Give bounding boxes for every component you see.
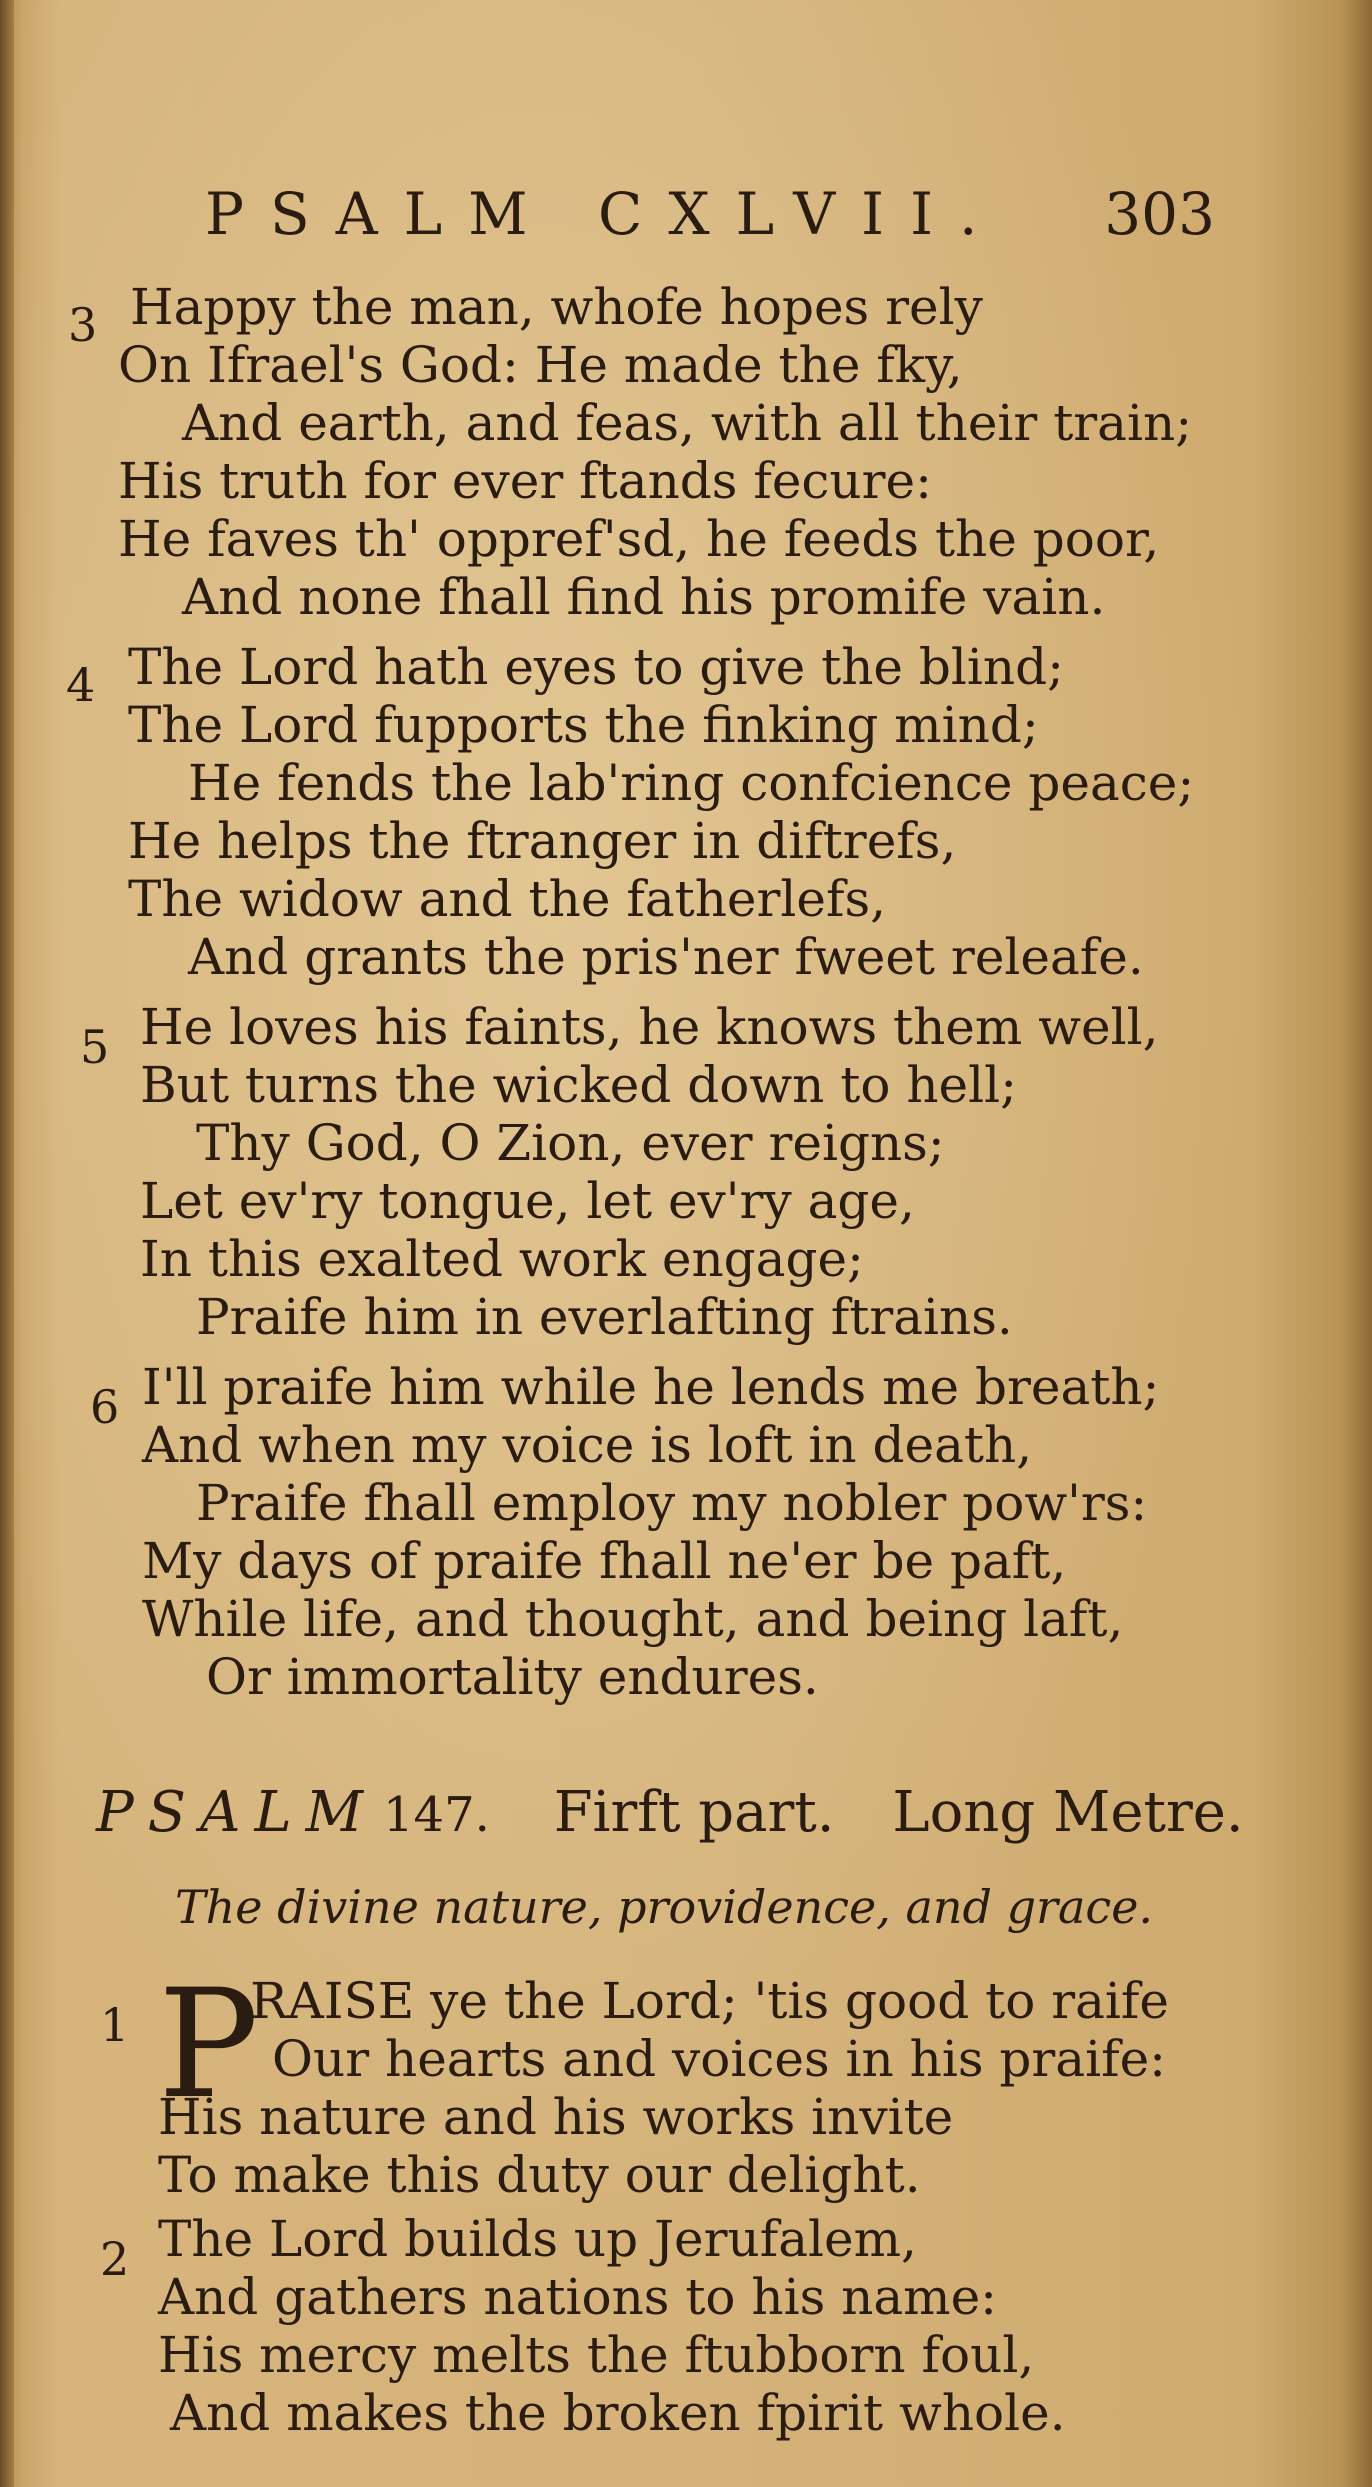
stanza-number: 3 <box>68 298 98 352</box>
section-heading <box>96 1780 1244 1845</box>
verse-line: His nature and his works invite <box>158 2088 954 2146</box>
verse-line: RAISE ye the Lord; 'tis good to raife <box>250 1972 1169 2030</box>
verse-line: He fends the lab'ring confcience peace; <box>188 754 1195 812</box>
drop-cap: P <box>158 1958 259 2132</box>
stanza-number: 4 <box>66 658 96 712</box>
verse-line: To make this duty our delight. <box>158 2146 921 2204</box>
page-gutter <box>0 0 14 2487</box>
verse-line: Our hearts and voices in his praife: <box>272 2030 1167 2088</box>
psalm-number: 147. <box>383 1787 490 1843</box>
page-header <box>205 180 1215 260</box>
verse-line: While life, and thought, and being laft, <box>142 1590 1124 1648</box>
stanza-number: 5 <box>80 1020 110 1074</box>
verse-line: And gathers nations to his name: <box>158 2268 998 2326</box>
verse-line: His truth for ever ftands fecure: <box>118 452 932 510</box>
verse-line: On Ifrael's God: He made the fky, <box>118 336 963 394</box>
verse-line: Let ev'ry tongue, let ev'ry age, <box>140 1172 915 1230</box>
verse-line: But turns the wicked down to hell; <box>140 1056 1017 1114</box>
verse-line: The Lord builds up Jerufalem, <box>158 2210 917 2268</box>
verse-line: His mercy melts the ftubborn foul, <box>158 2326 1035 2384</box>
verse-line: He helps the ftranger in diftrefs, <box>128 812 957 870</box>
psalm-label: PSALM <box>96 1780 378 1845</box>
section-subtitle: The divine nature, providence, and grace. <box>175 1880 1154 1934</box>
stanza-number: 1 <box>100 1998 130 2052</box>
verse-line: And none fhall find his promife vain. <box>182 568 1106 626</box>
verse-line: Or immortality endures. <box>206 1648 819 1706</box>
page-number: 303 <box>1104 180 1215 248</box>
verse-line: He loves his faints, he knows them well, <box>140 998 1159 1056</box>
part-label: Firft part. <box>553 1780 835 1845</box>
verse-line: The Lord fupports the finking mind; <box>128 696 1039 754</box>
verse-line: And when my voice is loft in death, <box>142 1416 1033 1474</box>
stanza-number: 6 <box>90 1380 120 1434</box>
verse-line: Thy God, O Zion, ever reigns; <box>196 1114 945 1172</box>
stanza-number: 2 <box>100 2232 130 2286</box>
running-title: PSALM CXLVII. <box>205 180 1004 248</box>
verse-line: My days of praife fhall ne'er be paft, <box>142 1532 1067 1590</box>
verse-line: In this exalted work engage; <box>140 1230 864 1288</box>
verse-line: Praife fhall employ my nobler pow'rs: <box>196 1474 1148 1532</box>
verse-line: Happy the man, whofe hopes rely <box>130 278 983 336</box>
metre-label: Long Metre. <box>892 1780 1244 1845</box>
verse-line: And grants the pris'ner fweet releafe. <box>188 928 1144 986</box>
verse-line: Praife him in everlafting ftrains. <box>196 1288 1013 1346</box>
verse-line: And earth, and feas, with all their train; <box>182 394 1193 452</box>
verse-line: The widow and the fatherlefs, <box>128 870 887 928</box>
verse-line: He faves th' oppref'sd, he feeds the poor, <box>118 510 1160 568</box>
verse-line: The Lord hath eyes to give the blind; <box>128 638 1064 696</box>
verse-line: And makes the broken fpirit whole. <box>170 2384 1066 2442</box>
verse-line: I'll praife him while he lends me breath; <box>142 1358 1160 1416</box>
